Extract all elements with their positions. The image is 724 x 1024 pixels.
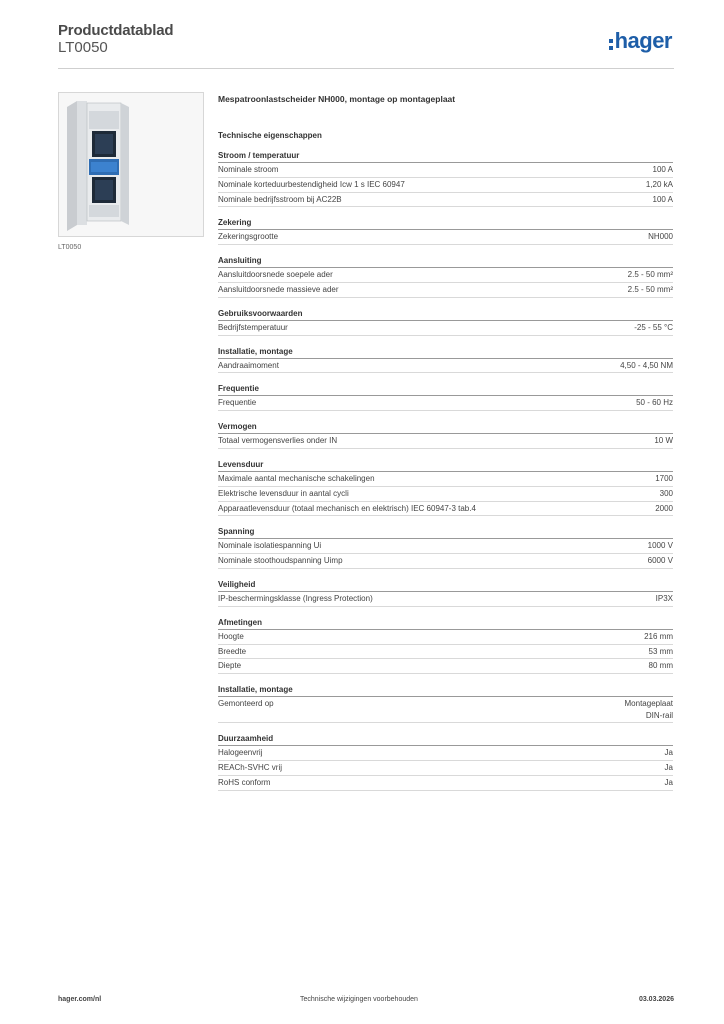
spec-row [218, 178, 673, 193]
spec-row [218, 539, 673, 554]
spec-value: 2.5 - 50 mm² [627, 270, 673, 280]
spec-value: 2.5 - 50 mm² [627, 284, 673, 294]
spec-row [218, 283, 673, 298]
spec-section [218, 579, 673, 607]
spec-row [218, 761, 673, 776]
spec-section [218, 346, 673, 374]
spec-value: 4,50 - 4,50 NM [620, 360, 673, 370]
image-caption: LT0050 [58, 244, 82, 251]
spec-section [218, 150, 673, 207]
spec-row [218, 776, 673, 791]
spec-value: 80 mm [648, 661, 673, 671]
spec-value: 53 mm [648, 646, 673, 656]
spec-section [218, 617, 673, 674]
spec-row [218, 630, 673, 645]
spec-value: 1,20 kA [645, 179, 673, 189]
section-title: Frequentie [218, 383, 673, 396]
spec-value: NH000 [648, 232, 673, 242]
spec-value: 10 W [654, 436, 673, 446]
spec-row [218, 592, 673, 607]
spec-value: 2000 [655, 503, 673, 513]
spec-label: Aansluitdoorsnede massieve ader [218, 284, 339, 294]
spec-row [218, 645, 673, 660]
spec-section [218, 255, 673, 298]
spec-label: Nominale isolatiespanning Ui [218, 541, 322, 551]
section-title: Aansluiting [218, 255, 673, 268]
section-title: Afmetingen [218, 617, 673, 630]
spec-value: 100 A [652, 194, 673, 204]
document-title: Productdatablad [58, 22, 174, 39]
spec-value: 300 [659, 488, 673, 498]
spec-row [218, 359, 673, 374]
spec-label: Nominale bedrijfsstroom bij AC22B [218, 194, 342, 204]
hager-logo[interactable] [609, 29, 672, 53]
logo-wordmark: hager [614, 28, 672, 53]
spec-label: Bedrijfstemperatuur [218, 322, 288, 332]
spec-label: REACh-SVHC vrij [218, 762, 283, 772]
spec-sections [218, 150, 673, 791]
section-title: Stroom / temperatuur [218, 150, 673, 163]
section-title: Vermogen [218, 421, 673, 434]
product-description: Mespatroonlastscheider NH000, montage op montageplaat [218, 94, 456, 104]
spec-row [218, 659, 673, 674]
spec-value: Montageplaat DIN-rail [624, 699, 673, 720]
spec-row [218, 746, 673, 761]
logo-dots-icon [609, 39, 613, 50]
spec-label: Frequentie [218, 398, 257, 408]
section-title: Zekering [218, 217, 673, 230]
spec-row [218, 502, 673, 517]
spec-label: IP-beschermingsklasse (Ingress Protection) [218, 593, 373, 603]
section-title: Gebruiksvoorwaarden [218, 308, 673, 321]
spec-label: Nominale stroom [218, 165, 279, 174]
spec-row [218, 268, 673, 283]
product-image [58, 92, 204, 237]
spec-label: Aansluitdoorsnede soepele ader [218, 270, 333, 280]
fuse-switch-disconnector-illustration [59, 93, 203, 236]
spec-value: 216 mm [644, 631, 673, 641]
spec-label: Aandraaimoment [218, 360, 279, 370]
spec-label: Maximale aantal mechanische schakelingen [218, 473, 375, 483]
spec-label: RoHS conform [218, 777, 271, 787]
section-title: Duurzaamheid [218, 733, 673, 746]
spec-section [218, 684, 673, 723]
spec-row [218, 472, 673, 487]
section-title: Installatie, montage [218, 346, 673, 359]
spec-row [218, 487, 673, 502]
spec-value: Ja [664, 777, 673, 787]
spec-label: Nominale stoothoudspanning Uimp [218, 556, 343, 566]
page-header [58, 22, 674, 69]
spec-label: Hoogte [218, 631, 244, 641]
spec-section [218, 308, 673, 336]
technical-properties-title: Technische eigenschappen [218, 131, 322, 140]
spec-section [218, 733, 673, 790]
spec-row [218, 554, 673, 569]
spec-label: Nominale korteduurbestendigheid Icw 1 s IEC 60947 [218, 179, 405, 189]
spec-label: Totaal vermogensverlies onder IN [218, 436, 338, 446]
spec-row [218, 193, 673, 208]
spec-row [218, 697, 673, 723]
spec-value: 6000 V [647, 556, 673, 566]
product-code: LT0050 [58, 39, 108, 56]
section-title: Veiligheid [218, 579, 673, 592]
spec-section [218, 459, 673, 516]
footer-website-link[interactable]: hager.com/nl [58, 996, 102, 1003]
spec-label: Halogeenvrij [218, 748, 263, 758]
spec-value: 1000 V [647, 541, 673, 551]
spec-row [218, 230, 673, 245]
spec-value: 50 - 60 Hz [636, 398, 673, 408]
spec-label: Breedte [218, 646, 247, 656]
section-title: Spanning [218, 526, 673, 539]
spec-value: -25 - 55 °C [634, 322, 673, 332]
footer-notice: Technische wijzigingen voorbehouden [300, 996, 418, 1003]
spec-value: Ja [664, 762, 673, 772]
spec-row [218, 321, 673, 336]
spec-label: Gemonteerd op [218, 699, 274, 709]
spec-section [218, 421, 673, 449]
spec-section [218, 383, 673, 411]
footer-date: 03.03.2026 [638, 996, 674, 1003]
spec-section [218, 526, 673, 569]
spec-label: Elektrische levensduur in aantal cycli [218, 488, 349, 498]
spec-label: Apparaatlevensduur (totaal mechanisch en elektrisch) IEC 60947-3 tab.4 [218, 503, 476, 513]
section-title: Levensduur [218, 459, 673, 472]
spec-value: Ja [664, 748, 673, 758]
spec-section [218, 217, 673, 245]
spec-row [218, 434, 673, 449]
specifications [218, 94, 673, 801]
spec-label: Diepte [218, 661, 242, 671]
section-title: Installatie, montage [218, 684, 673, 697]
spec-value: 100 A [652, 165, 673, 174]
spec-label: Zekeringsgrootte [218, 232, 279, 242]
spec-row [218, 163, 673, 178]
spec-value: IP3X [655, 593, 673, 603]
spec-value: 1700 [655, 473, 673, 483]
spec-row [218, 396, 673, 411]
